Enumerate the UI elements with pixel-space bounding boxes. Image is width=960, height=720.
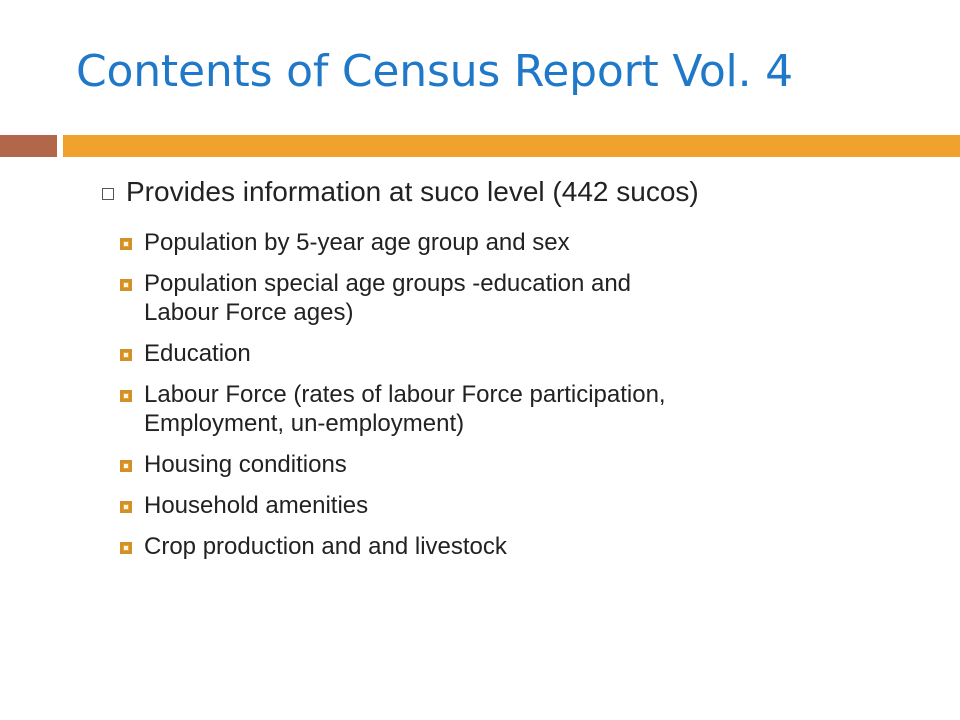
square-bullet-icon <box>120 460 132 472</box>
square-bullet-icon <box>120 238 132 250</box>
square-bullet-icon <box>120 349 132 361</box>
sub-bullet-line: Labour Force (rates of labour Force participation, <box>144 381 666 408</box>
sub-bullet-labour-force <box>120 380 920 438</box>
sub-bullet-line: Housing conditions <box>144 451 347 478</box>
slide-title: Contents of Census Report Vol. 4 <box>76 46 793 97</box>
sub-bullet-list <box>120 228 920 573</box>
sub-bullet-housing-conditions <box>120 450 920 479</box>
sub-bullet-text <box>144 450 347 479</box>
sub-bullet-special-age-groups <box>120 269 920 327</box>
sub-bullet-text <box>144 228 570 257</box>
sub-bullet-text <box>144 380 666 438</box>
sub-bullet-text <box>144 491 368 520</box>
sub-bullet-line: Crop production and and livestock <box>144 533 507 560</box>
sub-bullet-education <box>120 339 920 368</box>
sub-bullet-line: Employment, un-employment) <box>144 410 465 437</box>
sub-bullet-line: Population by 5-year age group and sex <box>144 229 570 256</box>
square-bullet-icon <box>120 279 132 291</box>
square-bullet-icon <box>120 390 132 402</box>
sub-bullet-population-age-sex <box>120 228 920 257</box>
square-bullet-icon <box>120 501 132 513</box>
square-bullet-icon <box>120 542 132 554</box>
sub-bullet-line: Education <box>144 340 251 367</box>
sub-bullet-line: Population special age groups -education and <box>144 270 632 297</box>
sub-bullet-text <box>144 269 631 327</box>
sub-bullet-household-amenities <box>120 491 920 520</box>
sub-bullet-crop-livestock <box>120 532 920 561</box>
box-bullet-icon <box>102 188 114 200</box>
sub-bullet-text <box>144 339 251 368</box>
sub-bullet-line: Household amenities <box>144 492 369 519</box>
sub-bullet-line: Labour Force ages) <box>144 299 354 326</box>
main-bullet-text: Provides information at suco level (442 sucos) <box>126 176 699 207</box>
sub-bullet-text <box>144 532 507 561</box>
main-bullet <box>102 174 699 210</box>
